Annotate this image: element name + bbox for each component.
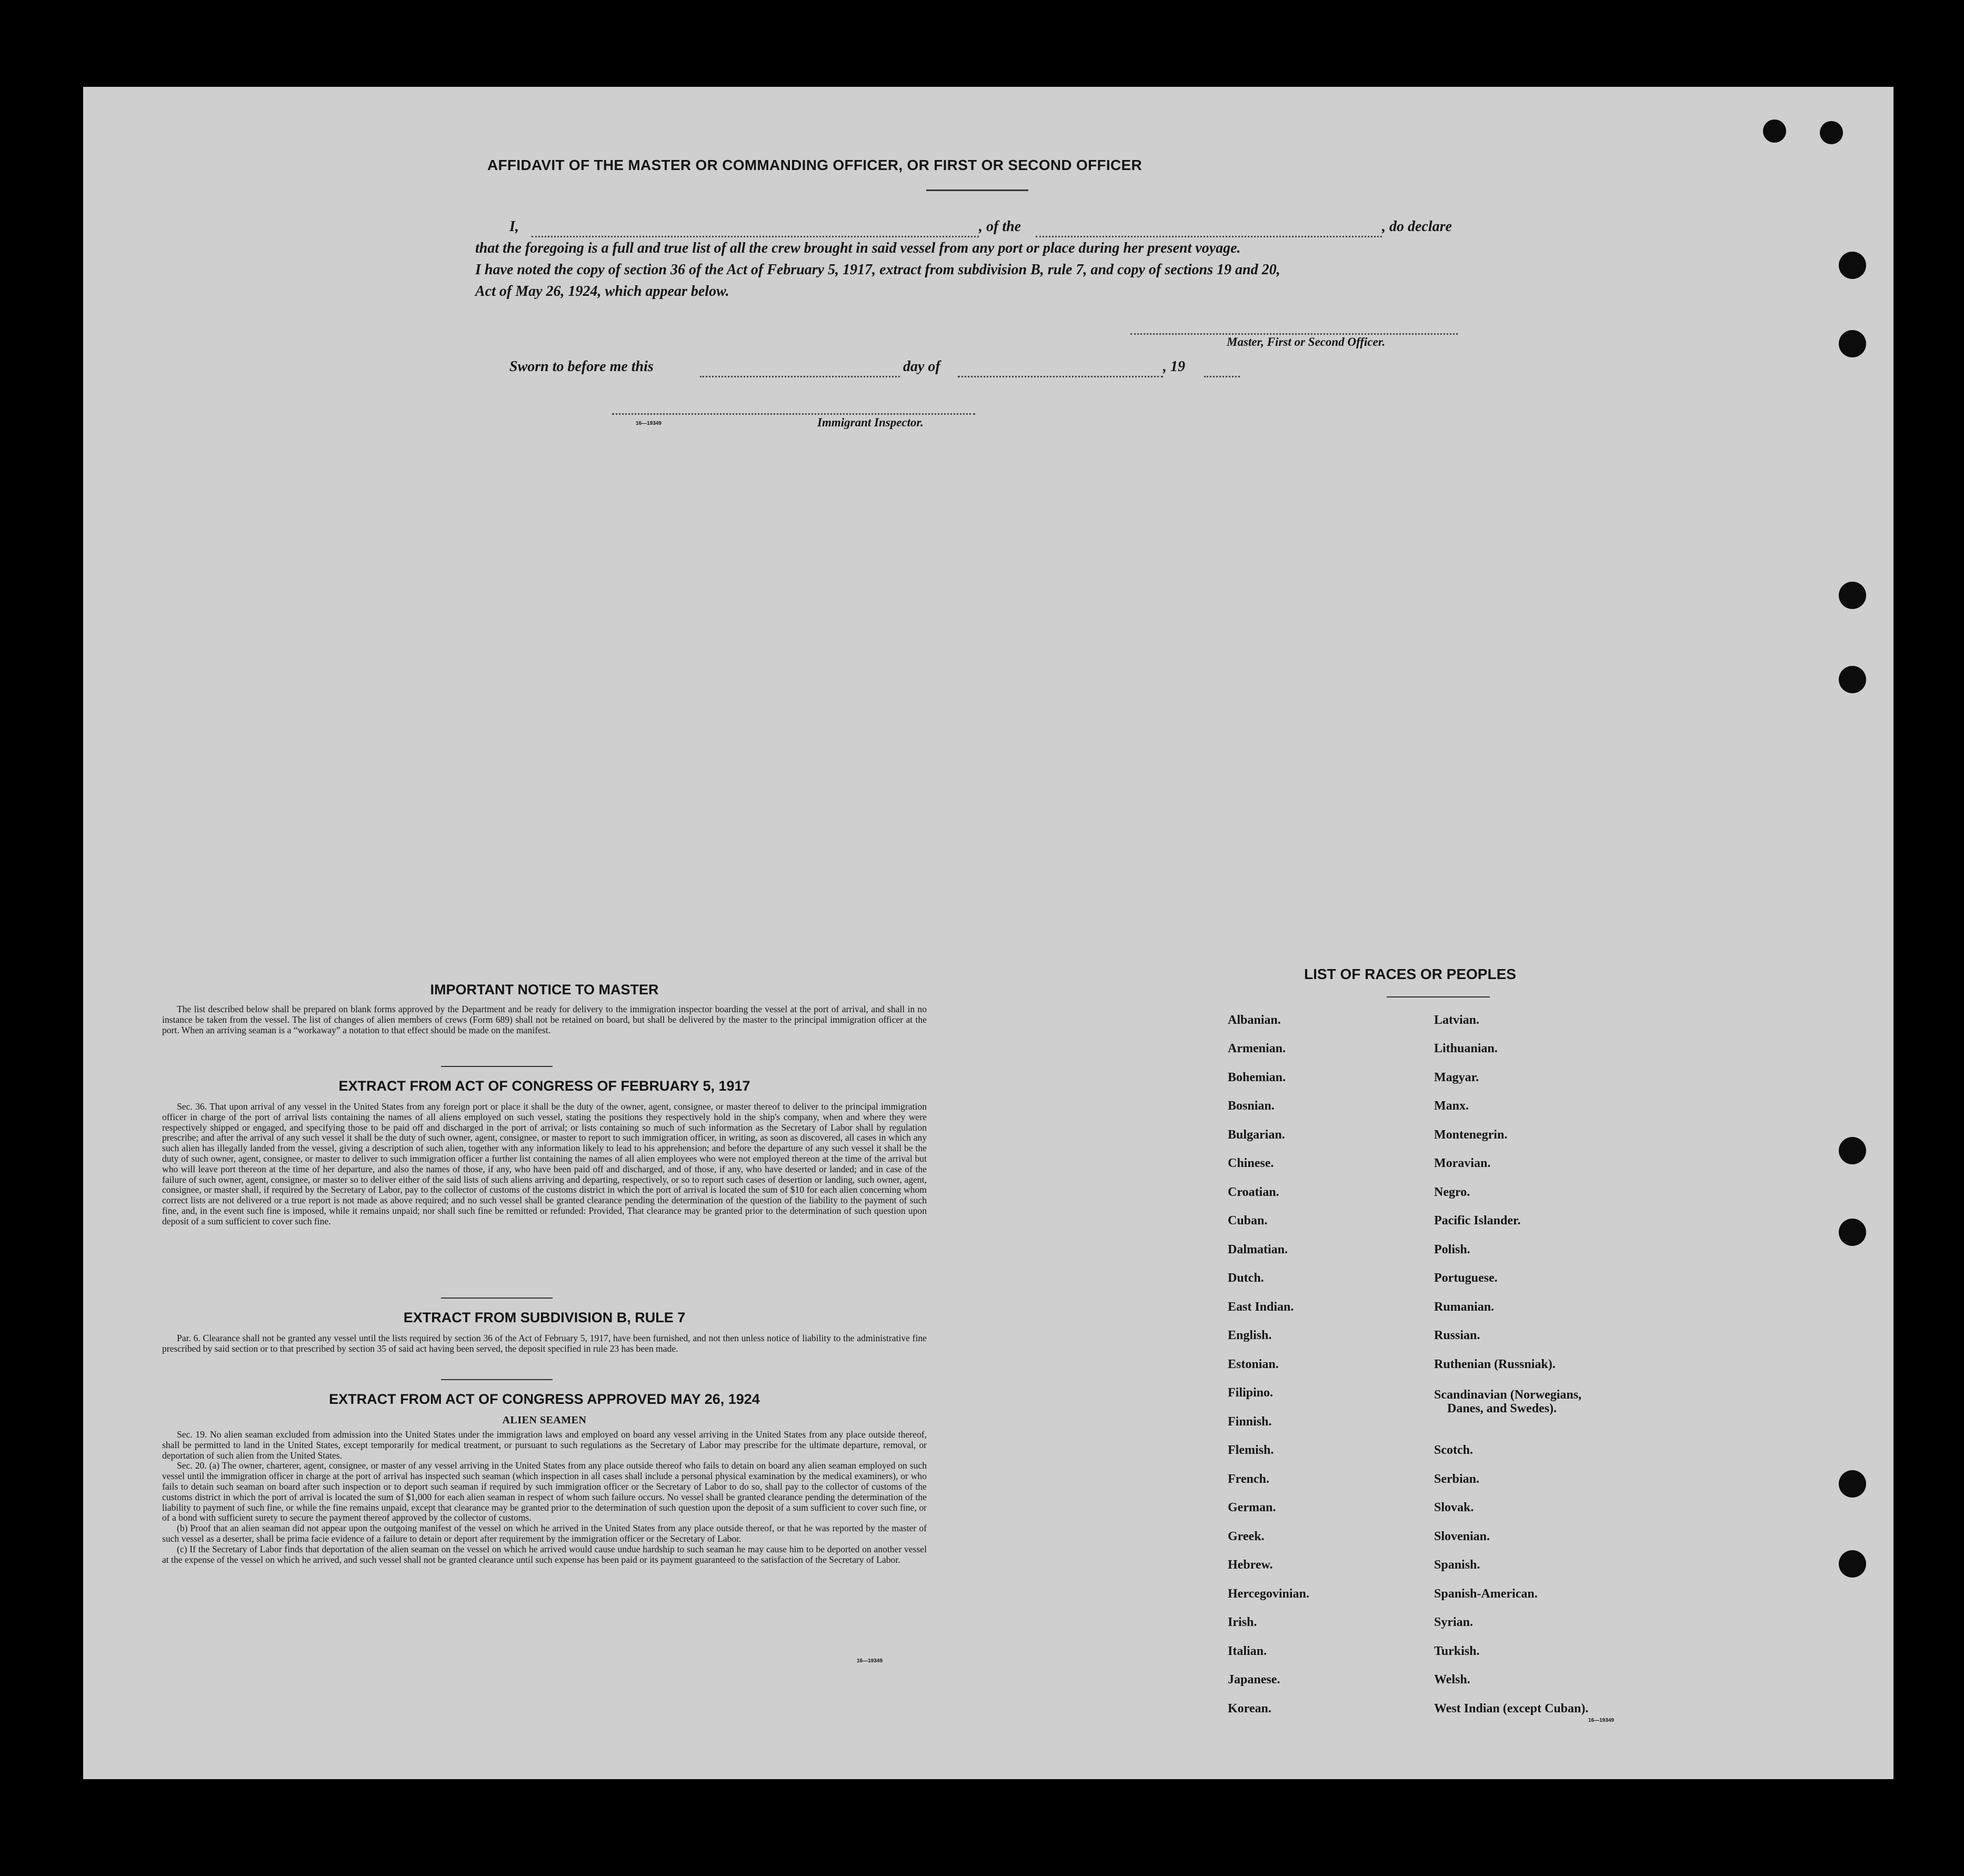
race-item: Magyar. bbox=[1434, 1071, 1479, 1084]
sworn-label: Sworn to before me this bbox=[509, 358, 654, 375]
race-item: Japanese. bbox=[1228, 1673, 1280, 1687]
declaration-i: I, bbox=[509, 218, 519, 235]
race-item: Ruthenian (Russniak). bbox=[1434, 1358, 1556, 1371]
race-item: Scotch. bbox=[1434, 1443, 1473, 1457]
race-item: Negro. bbox=[1434, 1185, 1470, 1199]
race-item: Irish. bbox=[1228, 1615, 1257, 1629]
section-divider bbox=[441, 1298, 553, 1299]
form-number: 16—19349 bbox=[1588, 1718, 1614, 1723]
race-item: Dutch. bbox=[1228, 1271, 1264, 1285]
race-item: Bosnian. bbox=[1228, 1099, 1275, 1113]
race-item: Croatian. bbox=[1228, 1185, 1279, 1199]
form-sheet bbox=[83, 87, 1893, 1779]
extract-1924-text: Sec. 19. No alien seaman excluded from admission into the United States under the immigration laws and employed on board any vessel arriving in the United States from any place outside thereof, shall be permitted to land in the United States, except temporarily for medical treatment, or pursuant to such regulations as the Secretary of Labor may prescribe for the ultimate departure, removal, or deportation of such alien from the United States. Sec. 20. (a) The owner, charterer, agent, consignee, or master of any vessel arriving in the United States from any place outside thereof who fails to detain on board any alien seaman employed on such vessel until the immigration officer in charge at the port of arrival has inspected such seaman (which inspection in all cases shall include a personal physical examination by the medical examiners), or who fails to detain such seaman on board after such inspection or to deport such seaman if required by such immigration officer or the Secretary of Labor to do so, shall pay to the collector of customs of the customs district in which the port of arrival is located the sum of $1,000 for each alien seaman in respect of whom such failure occurs. No vessel shall be granted clearance pending the determination of the liability to payment of such fine, or while the fine remains unpaid, except that clearance may be granted prior to the determination of such question upon the deposit of a sum sufficient to cover such fine, or of a bond with sufficient surety to secure the payment thereof approved by the collector of customs. (b) Proof that an alien seaman did not appear upon the outgoing manifest of the vessel on which he arrived in the United States from any place outside thereof, or that he was reported by the master of such vessel as a deserter, shall be prima facie evidence of a failure to detain or deport after requirement by the immigration officer or the Secretary of Labor. (c) If the Secretary of Labor finds that deportation of the alien seaman on the vessel on which he arrived would cause undue hardship to such seaman he may cause him to be deported on another vessel at the expense of the vessel on which he arrived, and such vessel shall not be granted clearance until such expense has been paid or its payment guaranteed to the satisfaction of the Secretary of Labor. bbox=[162, 1429, 927, 1565]
race-item: Lithuanian. bbox=[1434, 1042, 1498, 1055]
race-item: Manx. bbox=[1434, 1099, 1469, 1113]
punch-hole bbox=[1763, 119, 1786, 143]
section-divider bbox=[441, 1066, 553, 1067]
punch-hole bbox=[1839, 1137, 1866, 1164]
race-item: West Indian (except Cuban). bbox=[1434, 1702, 1589, 1715]
title-underline bbox=[926, 189, 1028, 191]
punch-hole bbox=[1839, 1550, 1866, 1578]
race-item: Rumanian. bbox=[1434, 1300, 1495, 1314]
vessel-name-field[interactable] bbox=[1036, 236, 1382, 237]
declaration-of-the: , of the bbox=[979, 218, 1021, 235]
race-item: Filipino. bbox=[1228, 1386, 1274, 1400]
race-item: Flemish. bbox=[1228, 1443, 1274, 1457]
signature-label: Master, First or Second Officer. bbox=[1227, 335, 1386, 348]
punch-hole bbox=[1839, 582, 1866, 609]
race-item: Moravian. bbox=[1434, 1156, 1491, 1170]
extract-1924-title: EXTRACT FROM ACT OF CONGRESS APPROVED MAY 26, 1924 bbox=[329, 1391, 760, 1407]
race-item: Dalmatian. bbox=[1228, 1243, 1288, 1256]
race-item: Chinese. bbox=[1228, 1156, 1274, 1170]
declaration-do-declare: , do declare bbox=[1382, 218, 1452, 235]
race-item: Spanish-American. bbox=[1434, 1587, 1538, 1601]
race-item: Polish. bbox=[1434, 1243, 1470, 1256]
race-item: Russian. bbox=[1434, 1329, 1480, 1342]
form-number: 16—19349 bbox=[636, 421, 662, 426]
race-item: Pacific Islander. bbox=[1434, 1214, 1521, 1228]
sworn-year: , 19 bbox=[1163, 358, 1185, 375]
notice-text: The list described below shall be prepared on blank forms approved by the Department and be ready for delivery to the immigration inspector boarding the vessel at the port of arrival, and shall in no instance be taken from the vessel. The list of changes of alien members of crews (Form 689) shall not be retained on board, but shall be delivered by the master to the principal immigration officer at the port. When an arriving seaman is a “workaway” a notation to that effect should be made on the manifest. bbox=[162, 1004, 927, 1035]
race-item: Hercegovinian. bbox=[1228, 1587, 1309, 1601]
declaration-line-2: that the foregoing is a full and true list of all the crew brought in said vessel from any port or place during her present voyage. bbox=[475, 240, 1241, 256]
race-item: Bohemian. bbox=[1228, 1071, 1286, 1084]
extract-1917-text: Sec. 36. That upon arrival of any vessel in the United States from any foreign port or place it shall be the duty of the owner, agent, consignee, or master thereof to deliver to the principal immigration officer in charge of the port of arrival lists containing the names of all aliens employed on such vessel, stating the positions they respectively hold in the ship's company, when and where they were respectively shipped or engaged, and specifying those to be paid off and discharged in the port of arrival; or lists containing so much of such information as the Secretary of Labor shall by regulation prescribe; and after the arrival of any such vessel it shall be the duty of such owner, agent, consignee, or master to report to such immigration officer, in writing, as soon as discovered, all cases in which any such alien has illegally landed from the vessel, giving a description of such alien, together with any information likely to lead to his apprehension; and before the departure of any such vessel it shall be the duty of such owner, agent, consignee, or master to deliver to such immigration officer a further list containing the names of all alien employees who were not employed thereon at the time of the arrival but who will leave port thereon at the time of her departure, and also the names of those, if any, who have been paid off and discharged, and of those, if any, who have deserted or landed; and in case of the failure of such owner, agent, consignee, or master so to deliver either of the said lists of such aliens arriving and departing, respectively, or so to report such cases of desertion or landing, such owner, agent, consignee, or master shall, if required by the Secretary of Labor, pay to the collector of customs of the customs district in which the port of arrival is located the sum of $10 for each alien concerning whom correct lists are not delivered or a true report is not made as above required; and no such vessel shall be granted clearance pending the determination of the question of the liability to the payment of such fine, and, in the event such fine is imposed, while it remains unpaid; nor shall such fine be remitted or refunded: Provided, That clearance may be granted prior to the determination of such question upon deposit of a sum sufficient to cover such fine. bbox=[162, 1101, 927, 1226]
inspector-label: Immigrant Inspector. bbox=[817, 416, 924, 429]
race-item: Danes, and Swedes). bbox=[1447, 1402, 1557, 1415]
race-item: East Indian. bbox=[1228, 1300, 1294, 1314]
race-item: Hebrew. bbox=[1228, 1558, 1273, 1572]
race-item: French. bbox=[1228, 1472, 1269, 1486]
race-item: Scandinavian (Norwegians, bbox=[1434, 1388, 1582, 1402]
punch-hole bbox=[1839, 1219, 1866, 1246]
signature-field[interactable] bbox=[1130, 333, 1458, 335]
form-number: 16—19349 bbox=[857, 1658, 883, 1664]
declaration-line-4: Act of May 26, 1924, which appear below. bbox=[475, 283, 729, 300]
race-item: Armenian. bbox=[1228, 1042, 1286, 1055]
rule7-title: EXTRACT FROM SUBDIVISION B, RULE 7 bbox=[403, 1310, 686, 1325]
declaration-line-3: I have noted the copy of section 36 of the Act of February 5, 1917, extract from subdivision B, rule 7, and copy of sections 19 and 20, bbox=[475, 262, 1280, 278]
punch-hole bbox=[1820, 121, 1843, 144]
races-title: LIST OF RACES OR PEOPLES bbox=[1304, 966, 1516, 982]
race-item: Korean. bbox=[1228, 1702, 1271, 1715]
race-item: Turkish. bbox=[1434, 1644, 1480, 1658]
inspector-signature-field[interactable] bbox=[612, 413, 975, 415]
punch-hole bbox=[1839, 1470, 1866, 1498]
race-item: Cuban. bbox=[1228, 1214, 1268, 1228]
section-divider bbox=[441, 1379, 553, 1380]
sworn-day-field[interactable] bbox=[700, 376, 900, 377]
rule7-text: Par. 6. Clearance shall not be granted any vessel until the lists required by section 36 of the Act of February 5, 1917, have been furnished, and not then unless notice of liability to the administrative fine prescribed by said section or to that prescribed by section 35 of said act having been served, the deposit specified in rule 23 has been made. bbox=[162, 1333, 927, 1354]
punch-hole bbox=[1839, 330, 1866, 357]
sworn-year-field[interactable] bbox=[1204, 376, 1240, 377]
race-item: Slovenian. bbox=[1434, 1530, 1490, 1543]
officer-name-field[interactable] bbox=[532, 236, 979, 237]
race-item: Montenegrin. bbox=[1434, 1128, 1508, 1142]
race-item: German. bbox=[1228, 1501, 1276, 1514]
extract-1917-title: EXTRACT FROM ACT OF CONGRESS OF FEBRUARY 5, 1917 bbox=[338, 1078, 750, 1094]
sworn-day-of: day of bbox=[903, 358, 940, 375]
punch-hole bbox=[1839, 666, 1866, 693]
race-item: Italian. bbox=[1228, 1644, 1267, 1658]
race-item: Portuguese. bbox=[1434, 1271, 1498, 1285]
race-item: Slovak. bbox=[1434, 1501, 1474, 1514]
race-item: Greek. bbox=[1228, 1530, 1265, 1543]
race-item: Spanish. bbox=[1434, 1558, 1480, 1572]
affidavit-title: AFFIDAVIT OF THE MASTER OR COMMANDING OFFICER, OR FIRST OR SECOND OFFICER bbox=[487, 157, 1142, 173]
punch-hole bbox=[1839, 252, 1866, 279]
races-title-underline bbox=[1387, 996, 1490, 997]
race-item: Albanian. bbox=[1228, 1013, 1281, 1027]
sworn-month-field[interactable] bbox=[958, 376, 1163, 377]
race-item: Welsh. bbox=[1434, 1673, 1470, 1687]
race-item: Finnish. bbox=[1228, 1415, 1272, 1429]
race-item: English. bbox=[1228, 1329, 1272, 1342]
race-item: Syrian. bbox=[1434, 1615, 1474, 1629]
notice-title: IMPORTANT NOTICE TO MASTER bbox=[430, 982, 659, 997]
race-item: Serbian. bbox=[1434, 1472, 1480, 1486]
race-item: Bulgarian. bbox=[1228, 1128, 1285, 1142]
race-item: Estonian. bbox=[1228, 1358, 1279, 1371]
race-item: Latvian. bbox=[1434, 1013, 1480, 1027]
alien-seamen-subtitle: ALIEN SEAMEN bbox=[502, 1414, 587, 1426]
